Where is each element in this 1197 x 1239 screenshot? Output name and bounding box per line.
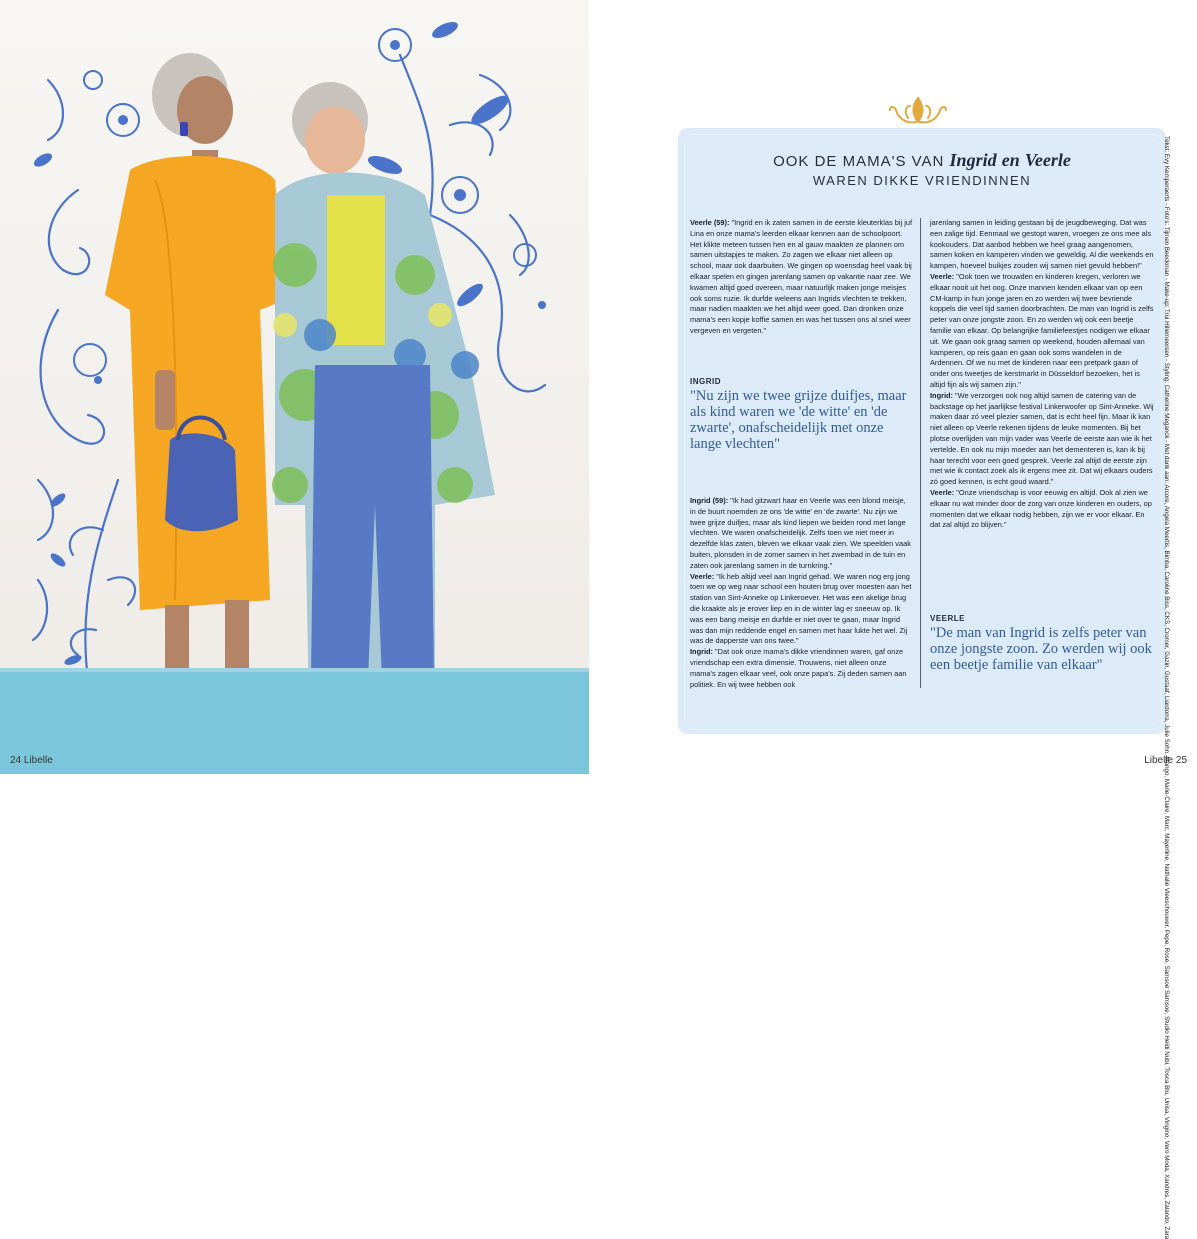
photo-floor bbox=[0, 672, 589, 774]
paragraph-text: "Ook toen we trouwden en kinderen kregen, verloren we elkaar nooit uit het oog. Onze mannen kenden elkaar van op een CM-kamp in hun jonge jaren en zo werden wij twee bevriende koppels die veel tijd samen doorbrachten. De man van Ingrid is zelfs peter van onze jongste zoon. En zo werden wij ook een beetje familie van elkaar. Op belangrijke familiefeestjes nodigen we elkaar uit. We gaan ook graag samen op weekend, houden allemaal van kamperen, op reis gaan en gaan ook soms wandelen in de Ardennen. Of we nu met de kinderen naar een pretpark gaan of onder ons tweetjes de kerstmarkt in Düsseldorf bezoeken, het is altijd fijn als wij samen zijn." bbox=[930, 271, 1154, 389]
column-1 bbox=[690, 218, 912, 337]
quote-label: INGRID bbox=[690, 377, 721, 386]
paragraph-text: "Ik had gitzwart haar en Veerle was een blond meisje, in de buurt noemden ze ons 'de witte' en 'de zwarte'. Nu zijn we twee grijze duifjes, maar als kind liepen we beiden rond met lange vlechten. We waren onafscheidelijk. Zelfs toen we niet meer in dezelfde klas zaten, bleven we elkaar vaak zien. We speelden vaak buiten, plonsden in de zomer samen in het zwembad in de tuin en zaten ook jarenlang samen in de turnkring." bbox=[690, 496, 911, 570]
pull-quote-veerle bbox=[930, 614, 1156, 687]
paragraph-text: "We verzorgen ook nog altijd samen de catering van de backstage op het jaarlijkse festival Linkerwoofer op Sint-Anneke. Wij maken daar zó veel plezier samen, dat is echt heel fijn. Maar ik kan niet alleen op Veerle rekenen tijdens de leuke momenten. Bij het plotse overlijden van mijn vader was Veerle de eerste aan wie ik het vertelde. En ook nu mijn moeder aan het dementeren is, kan ik bij haar terecht voor een goed gesprek. Veerle zal altijd de eerste zijn met wie ik contact zoek als ik ergens mee zit. Dat wij elkaars ouders zó goed kennen, is echt goud waard." bbox=[930, 390, 1154, 487]
speaker: Ingrid (59): bbox=[690, 496, 729, 505]
paragraph-text: "Ingrid en ik zaten samen in de eerste kleuterklas bij juf Lina en onze mama's leerden elkaar kennen aan de schoolpoort. Het klikte meteen tussen hen en al gauw maakten ze plannen om samen uitstapjes te maken. Zo zagen we elkaar niet alleen op school, maar ook daarbuiten. We gingen op woensdag heel vaak bij elkaar spelen en gingen jarenlang samen op vakantie naar zee. We kwamen altijd goed overeen, maar natuurlijk maken jonge meisjes ook soms ruzie. Ik durfde weleens aan Ingrids vlechten te trekken, maar nadien maakten we het altijd weer goed. Dan dronken onze mama's een kopje koffie samen en was het tussen ons al snel weer vergeven en vergeten." bbox=[690, 218, 913, 335]
headline-name-2: Veerle bbox=[1024, 150, 1071, 170]
paragraph-text: "Dat ook onze mama's dikke vriendinnen waren, gaf onze vriendschap een extra dimensie. Trouwens, niet alleen onze mama's zagen elkaar veel, ook onze papa's. Zij deden samen aan politiek. En wij twee hebben ook bbox=[690, 647, 907, 689]
right-page bbox=[590, 0, 1197, 1239]
page-number-left: 24 Libelle bbox=[10, 755, 53, 766]
paragraph bbox=[930, 488, 1154, 531]
paragraph bbox=[690, 647, 912, 690]
paragraph bbox=[930, 272, 1154, 391]
woman-floral-coat bbox=[265, 65, 505, 765]
article-headline bbox=[678, 150, 1166, 188]
headline-line-2: WAREN DIKKE VRIENDINNEN bbox=[812, 173, 1032, 188]
paragraph-text: "Onze vriendschap is voor eeuwig en altijd. Ook al zien we elkaar nu wat minder door de zorg van onze kinderen en ouders, op momenten dat we elkaar nodig hebben, zijn we er voor elkaar. En dat zal altijd zo blijven." bbox=[930, 487, 1152, 530]
credits-text: Tekst: Evy Kemperaerts - Foto's: Tijmen Beeckman - Make-up: Trui Hillemeersen - Styling: Catherine Meganck - Met dank aan: Arcore, Angela Meertis, Bimba, Caroline Biss, CKS, Cromer, Gazin, Gustaaf, Liardorra, Julie Sohn, Mango, Marie-Claire, Marc, Mayerline, Nathalie Vleeschouwer, Pepe, Rose, Samsoe Samsoe, Studio Heidi Nubi, Tosca Blu, Unisa, Vingino, Vero Moda, Xandres, Zalando, Zara bbox=[1163, 136, 1170, 1239]
quote-text: "Nu zijn we twee grijze duifjes, maar als kind waren we 'de witte' en 'de zwarte', onafscheidelijk met onze lange vlechten" bbox=[690, 388, 907, 452]
quote-label: VEERLE bbox=[930, 614, 966, 623]
paragraph-text: "Ik heb altijd veel aan Ingrid gehad. We waren nog erg jong toen we op weg naar school een houten brug over moesten aan het station van Sint-Anneke op Linkeroever. Het was een akelige brug die kraakte als je erover liep en in de winter lag er sneeuw op. Ik was een bang meisje en durfde er niet over te gaan, maar Ingrid was dan mijn reddende engel en samen met haar lukte het wel. Zij was de dapperste van ons twee." bbox=[690, 571, 912, 646]
woman-orange-dress bbox=[60, 40, 300, 770]
paragraph bbox=[690, 572, 912, 648]
speaker: Veerle (59): bbox=[690, 218, 730, 227]
headline-and: en bbox=[1001, 150, 1020, 170]
headline-line-1 bbox=[678, 150, 1166, 171]
headline-pre: OOK DE MAMA'S VAN bbox=[773, 153, 945, 170]
paragraph bbox=[930, 391, 1154, 488]
column-rule bbox=[920, 218, 921, 688]
column-1-continued bbox=[690, 496, 912, 690]
left-page-photo bbox=[0, 0, 589, 774]
pull-quote-ingrid bbox=[690, 377, 916, 466]
speaker: Veerle: bbox=[690, 571, 715, 581]
photo-credits bbox=[1156, 136, 1170, 1239]
speaker: Ingrid: bbox=[930, 390, 953, 400]
paragraph-text: jarenlang samen in leiding gestaan bij de jeugdbeweging. Dat was een zalige tijd. Eenmaal we gestopt waren, vroegen ze ons mee als kookouders. Dat aanbod hebben we heel graag aangenomen, samen koken en kamperen vinden we geweldig. Al die weekends en kampen, hoeveel buikjes zouden wij samen niet gevuld hebben!" bbox=[930, 218, 1154, 271]
headline-name-1: Ingrid bbox=[949, 150, 997, 170]
ornament-icon bbox=[888, 92, 948, 128]
speaker: Ingrid: bbox=[690, 647, 713, 657]
column-2 bbox=[930, 218, 1154, 531]
paragraph bbox=[690, 218, 912, 337]
speaker: Veerle: bbox=[930, 271, 955, 281]
page-number-right: Libelle 25 bbox=[1144, 755, 1187, 766]
quote-text: "De man van Ingrid is zelfs peter van onze jongste zoon. Zo werden wij ook een beetje familie van elkaar" bbox=[930, 625, 1152, 673]
paragraph bbox=[690, 496, 912, 572]
paragraph bbox=[930, 218, 1154, 272]
speaker: Veerle: bbox=[930, 487, 955, 497]
